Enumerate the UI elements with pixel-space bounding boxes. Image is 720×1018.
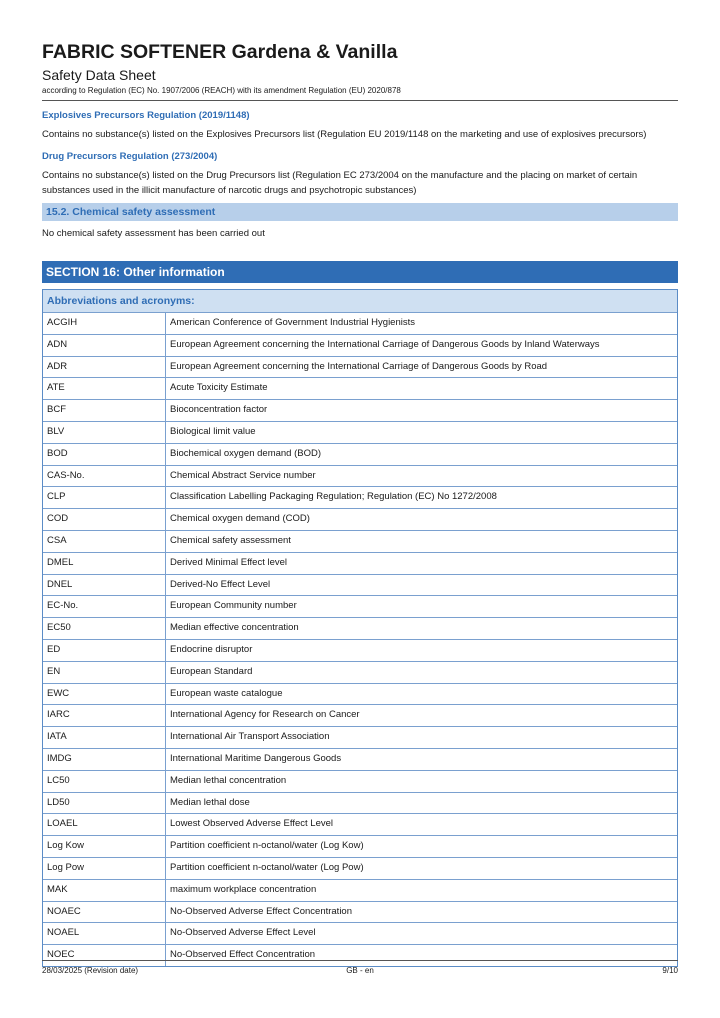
chemical-safety-text: No chemical safety assessment has been carried out <box>42 228 265 239</box>
meaning-cell: Chemical Abstract Service number <box>170 469 316 481</box>
abbreviation-cell: NOAEL <box>43 923 166 944</box>
document-title: FABRIC SOFTENER Gardena & Vanilla <box>42 41 398 63</box>
meaning-cell: Median lethal dose <box>170 796 250 808</box>
table-row <box>43 552 677 574</box>
abbreviations-table-heading: Abbreviations and acronyms: <box>43 289 677 312</box>
abbreviation-cell: LD50 <box>43 793 166 814</box>
abbreviation-cell: CAS-No. <box>43 466 166 487</box>
abbreviation-cell: EN <box>43 662 166 683</box>
meaning-cell: Partition coefficient n-octanol/water (Log Kow) <box>170 840 364 852</box>
meaning-cell: No-Observed Effect Concentration <box>170 949 316 961</box>
table-row <box>43 639 677 661</box>
meaning-cell: No-Observed Adverse Effect Concentration <box>170 905 353 917</box>
meaning-cell: Acute Toxicity Estimate <box>170 382 268 394</box>
table-row <box>43 813 677 835</box>
abbreviation-cell: LC50 <box>43 771 166 792</box>
abbreviation-cell: BLV <box>43 422 166 443</box>
meaning-cell: Bioconcentration factor <box>170 404 268 416</box>
meaning-cell: International Agency for Research on Cancer <box>170 709 360 721</box>
abbreviation-cell: NOEC <box>43 945 166 966</box>
section16-heading: SECTION 16: Other information <box>42 261 678 283</box>
document-regulation: according to Regulation (EC) No. 1907/2006 (REACH) with its amendment Regulation (EU) 2020/878 <box>42 86 401 95</box>
table-row <box>43 792 677 814</box>
meaning-cell: European Agreement concerning the International Carriage of Dangerous Goods by Road <box>170 360 548 372</box>
table-row <box>43 465 677 487</box>
abbreviation-cell: ADN <box>43 335 166 356</box>
abbreviation-cell: IMDG <box>43 749 166 770</box>
meaning-cell: Chemical oxygen demand (COD) <box>170 513 310 525</box>
abbreviations-table <box>42 289 678 967</box>
chemical-safety-heading: 15.2. Chemical safety assessment <box>42 203 678 221</box>
meaning-cell: Median lethal concentration <box>170 774 287 786</box>
meaning-cell: Derived-No Effect Level <box>170 578 271 590</box>
page-footer <box>42 960 678 975</box>
table-row <box>43 835 677 857</box>
abbreviation-cell: COD <box>43 509 166 530</box>
abbreviation-cell: DNEL <box>43 575 166 596</box>
meaning-cell: International Air Transport Association <box>170 731 330 743</box>
table-row <box>43 312 677 334</box>
table-row <box>43 508 677 530</box>
table-row <box>43 661 677 683</box>
meaning-cell: Derived Minimal Effect level <box>170 556 288 568</box>
abbreviation-cell: EC-No. <box>43 596 166 617</box>
table-row <box>43 770 677 792</box>
table-row <box>43 726 677 748</box>
footer-language: GB - en <box>346 966 374 975</box>
meaning-cell: European Community number <box>170 600 297 612</box>
meaning-cell: Classification Labelling Packaging Regulation; Regulation (EC) No 1272/2008 <box>170 491 497 503</box>
abbreviation-cell: CSA <box>43 531 166 552</box>
meaning-cell: Lowest Observed Adverse Effect Level <box>170 818 333 830</box>
meaning-cell: Endocrine disruptor <box>170 643 253 655</box>
meaning-cell: Chemical safety assessment <box>170 534 291 546</box>
table-row <box>43 486 677 508</box>
table-row <box>43 443 677 465</box>
document-page <box>42 40 678 967</box>
meaning-cell: Biological limit value <box>170 425 256 437</box>
drugs-heading: Drug Precursors Regulation (273/2004) <box>42 151 218 162</box>
explosives-heading: Explosives Precursors Regulation (2019/1148) <box>42 110 250 121</box>
table-row <box>43 356 677 378</box>
explosives-text: Contains no substance(s) listed on the Explosives Precursors list (Regulation EU 2019/1148 on the marketing and use of explosives precursors) <box>42 129 647 140</box>
table-row <box>43 683 677 705</box>
abbreviations-rows <box>43 312 677 966</box>
table-row <box>43 704 677 726</box>
abbreviation-cell: ATE <box>43 378 166 399</box>
abbreviation-cell: BOD <box>43 444 166 465</box>
table-row <box>43 857 677 879</box>
table-row <box>43 399 677 421</box>
table-row <box>43 879 677 901</box>
table-row <box>43 530 677 552</box>
meaning-cell: maximum workplace concentration <box>170 883 317 895</box>
meaning-cell: Median effective concentration <box>170 622 299 634</box>
abbreviation-cell: BCF <box>43 400 166 421</box>
table-row <box>43 617 677 639</box>
table-row <box>43 421 677 443</box>
table-row <box>43 377 677 399</box>
meaning-cell: European Agreement concerning the International Carriage of Dangerous Goods by Inland Waterways <box>170 338 600 350</box>
meaning-cell: European waste catalogue <box>170 687 283 699</box>
abbreviation-cell: EC50 <box>43 618 166 639</box>
meaning-cell: American Conference of Government Industrial Hygienists <box>170 317 416 328</box>
abbreviation-cell: IARC <box>43 705 166 726</box>
abbreviation-cell: EWC <box>43 684 166 705</box>
footer-page-number: 9/10 <box>662 966 678 975</box>
abbreviation-cell: ADR <box>43 357 166 378</box>
meaning-cell: European Standard <box>170 665 253 677</box>
abbreviation-cell: IATA <box>43 727 166 748</box>
abbreviation-cell: MAK <box>43 880 166 901</box>
table-row <box>43 922 677 944</box>
table-row <box>43 748 677 770</box>
drugs-text: Contains no substance(s) listed on the Drug Precursors list (Regulation EC 273/2004 on the manufacture and the placing on market of certain substances used in the illicit manufacture of narcotic drugs and psychotropic substances) <box>42 170 638 196</box>
header-divider <box>42 100 678 101</box>
abbreviation-cell: Log Kow <box>43 836 166 857</box>
table-row <box>43 334 677 356</box>
abbreviation-cell: CLP <box>43 487 166 508</box>
meaning-cell: Partition coefficient n-octanol/water (Log Pow) <box>170 861 364 873</box>
abbreviation-cell: ED <box>43 640 166 661</box>
abbreviation-cell: NOAEC <box>43 902 166 923</box>
abbreviation-cell: DMEL <box>43 553 166 574</box>
abbreviation-cell: LOAEL <box>43 814 166 835</box>
table-row <box>43 944 677 966</box>
abbreviation-cell: Log Pow <box>43 858 166 879</box>
meaning-cell: Biochemical oxygen demand (BOD) <box>170 447 322 459</box>
table-row <box>43 595 677 617</box>
abbreviation-cell: ACGIH <box>43 313 166 334</box>
document-subtitle: Safety Data Sheet <box>42 67 156 83</box>
footer-revision-date: 28/03/2025 (Revision date) <box>42 966 139 975</box>
table-row <box>43 901 677 923</box>
table-row <box>43 574 677 596</box>
meaning-cell: International Maritime Dangerous Goods <box>170 752 342 764</box>
meaning-cell: No-Observed Adverse Effect Level <box>170 927 316 939</box>
